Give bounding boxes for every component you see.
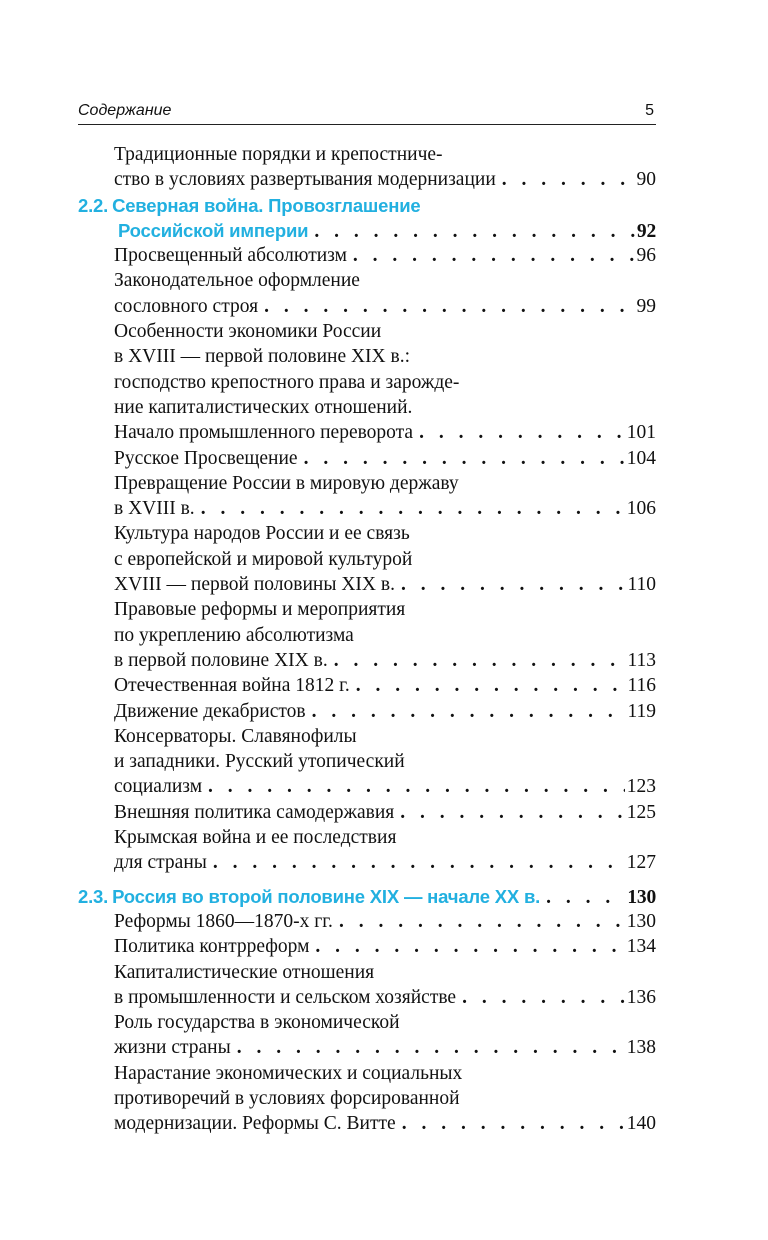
toc-entry-text: Правовые реформы и мероприятия xyxy=(114,599,406,621)
toc-entry-line xyxy=(78,344,656,369)
dot-leader xyxy=(207,850,625,875)
toc-entry-line xyxy=(78,572,656,597)
toc-entry-text: для страны xyxy=(114,852,207,874)
toc-entry-line xyxy=(78,800,656,825)
dot-leader xyxy=(395,572,626,597)
toc-entry-line xyxy=(78,774,656,799)
toc-entry-line xyxy=(78,370,656,395)
toc-page-number: 90 xyxy=(636,169,656,191)
toc-entry-text: Законодательное оформление xyxy=(114,270,360,292)
toc-section-heading xyxy=(78,193,656,218)
running-header xyxy=(78,98,656,125)
toc-entry-text: ство в условиях развертывания модернизации xyxy=(114,169,496,191)
toc-page-number: 116 xyxy=(627,675,656,697)
section-number: 2.3. xyxy=(78,885,109,907)
toc-entry-line xyxy=(78,521,656,546)
toc-entry-text: в XVIII — первой половине XIX в.: xyxy=(114,346,411,368)
toc-entry-text: господство крепостного права и зарожде- xyxy=(114,371,460,393)
dot-leader xyxy=(328,648,626,673)
toc-entry-line xyxy=(78,699,656,724)
section-title: Российской империи xyxy=(118,219,309,241)
toc-entry-line xyxy=(78,673,656,698)
dot-leader xyxy=(394,800,624,825)
toc-page-number: 136 xyxy=(626,986,656,1008)
toc-entry-line xyxy=(78,1086,656,1111)
toc-entry-line xyxy=(78,395,656,420)
dot-leader xyxy=(396,1111,625,1136)
toc-entry-line xyxy=(78,243,656,268)
toc-entry-line xyxy=(78,960,656,985)
toc-page-number: 125 xyxy=(626,801,656,823)
toc-entry-text: Нарастание экономических и социальных xyxy=(114,1062,463,1084)
dot-leader xyxy=(231,1035,625,1060)
spacer xyxy=(78,876,656,884)
toc-entry-text: Просвещенный абсолютизм xyxy=(114,245,347,267)
toc-entry-line xyxy=(78,934,656,959)
dot-leader xyxy=(456,985,625,1010)
toc-entry-text: Традиционные порядки и крепостниче- xyxy=(114,144,443,165)
dot-leader xyxy=(258,294,634,319)
section-title: Северная война. Провозглашение xyxy=(112,194,421,216)
header-page-number: 5 xyxy=(645,102,654,119)
toc-entry-line xyxy=(78,749,656,774)
toc-section-heading xyxy=(78,218,656,243)
toc-entry-text: Реформы 1860—1870-х гг. xyxy=(114,910,333,932)
dot-leader xyxy=(298,446,625,471)
dot-leader xyxy=(202,774,625,799)
toc-entry-text: Русское Просвещение xyxy=(114,447,298,469)
toc-entry-text: Политика контрреформ xyxy=(114,936,310,958)
toc-entry-line xyxy=(78,1061,656,1086)
toc-entry-line xyxy=(78,985,656,1010)
toc-entry-line xyxy=(78,547,656,572)
toc-entry-line xyxy=(78,648,656,673)
dot-leader xyxy=(347,243,635,268)
toc-entry-line xyxy=(78,294,656,319)
toc-entry-text: в первой половине XIX в. xyxy=(114,649,328,671)
toc-entry-line xyxy=(78,597,656,622)
toc-entry-line xyxy=(78,623,656,648)
toc-entry-text: с европейской и мировой культурой xyxy=(114,548,413,570)
toc-entry-line xyxy=(78,1111,656,1136)
toc-entry-text: жизни страны xyxy=(114,1037,231,1059)
toc-entry-line xyxy=(78,319,656,344)
toc-entry-line xyxy=(78,142,656,167)
toc-entry-text: модернизации. Реформы С. Витте xyxy=(114,1113,396,1135)
toc-page-number: 138 xyxy=(626,1037,656,1059)
toc-entry-text: Крымская война и ее последствия xyxy=(114,827,397,849)
toc-entry-text: ние капиталистических отношений. xyxy=(114,396,413,418)
toc-entry-text: Особенности экономики России xyxy=(114,321,382,343)
toc-page-number: 119 xyxy=(627,700,656,722)
toc-entry-text: Внешняя политика самодержавия xyxy=(114,801,395,823)
toc-entry-line xyxy=(78,1035,656,1060)
toc-page-number: 101 xyxy=(626,422,656,444)
toc-entry-line xyxy=(78,1010,656,1035)
toc-page-number: 140 xyxy=(626,1113,656,1135)
toc-page-number: 110 xyxy=(627,574,656,596)
dot-leader xyxy=(308,219,635,244)
toc-entry-line xyxy=(78,268,656,293)
toc-entry-text: Консерваторы. Славянофилы xyxy=(114,725,357,747)
toc-entry-text: в XVIII в. xyxy=(114,498,195,520)
dot-leader xyxy=(413,420,625,445)
toc-page-number: 104 xyxy=(626,447,656,469)
toc-page-number: 127 xyxy=(626,852,656,874)
dot-leader xyxy=(540,885,625,910)
toc-entry-text: и западники. Русский утопический xyxy=(114,751,405,773)
dot-leader xyxy=(496,167,635,192)
dot-leader xyxy=(195,496,625,521)
section-title: Россия во второй половине XIX — начале XX в. xyxy=(112,885,541,907)
dot-leader xyxy=(350,673,626,698)
toc-entry-text: Роль государства в экономической xyxy=(114,1012,400,1034)
toc-page-number: 113 xyxy=(627,649,656,671)
toc-entry-text: Движение декабристов xyxy=(114,700,306,722)
toc-entry-text: XVIII — первой половины XIX в. xyxy=(114,574,395,596)
dot-leader xyxy=(306,699,626,724)
toc-entry-text: Культура народов России и ее связь xyxy=(114,523,410,545)
toc-entry-text: Начало промышленного переворота xyxy=(114,422,414,444)
toc-entry-text: противоречий в условиях форсированной xyxy=(114,1087,460,1109)
toc-entry-text: Капиталистические отношения xyxy=(114,961,375,983)
toc-page-number: 106 xyxy=(626,498,656,520)
toc-entry-text: в промышленности и сельском хозяйстве xyxy=(114,986,457,1008)
toc-entry-text: Отечественная война 1812 г. xyxy=(114,675,350,697)
toc-entry-line xyxy=(78,420,656,445)
toc-page-number: 130 xyxy=(626,910,656,932)
header-title: Содержание xyxy=(78,102,172,119)
toc-entry-text: Превращение России в мировую державу xyxy=(114,472,459,494)
section-number: 2.2. xyxy=(78,194,109,216)
toc-section-heading xyxy=(78,884,656,909)
dot-leader xyxy=(333,909,625,934)
toc-entry-line xyxy=(78,446,656,471)
toc-entry-line xyxy=(78,724,656,749)
toc-entry-line xyxy=(78,496,656,521)
toc-page-number: 92 xyxy=(636,220,656,242)
toc-entry-text: социализм xyxy=(114,776,203,798)
table-of-contents xyxy=(78,142,656,1137)
toc-entry-line xyxy=(78,909,656,934)
toc-entry-text: по укреплению абсолютизма xyxy=(114,624,354,646)
toc-page-number: 130 xyxy=(627,886,656,908)
dot-leader xyxy=(309,934,624,959)
toc-page-number: 123 xyxy=(626,776,656,798)
toc-entry-line xyxy=(78,850,656,875)
toc-page-number: 99 xyxy=(636,295,656,317)
toc-entry-line xyxy=(78,825,656,850)
toc-page-number: 134 xyxy=(626,936,656,958)
toc-entry-line xyxy=(78,471,656,496)
toc-page-number: 96 xyxy=(636,245,656,267)
section-title-wrap xyxy=(78,884,540,909)
toc-entry-text: сословного строя xyxy=(114,295,259,317)
toc-entry-line xyxy=(78,167,656,192)
